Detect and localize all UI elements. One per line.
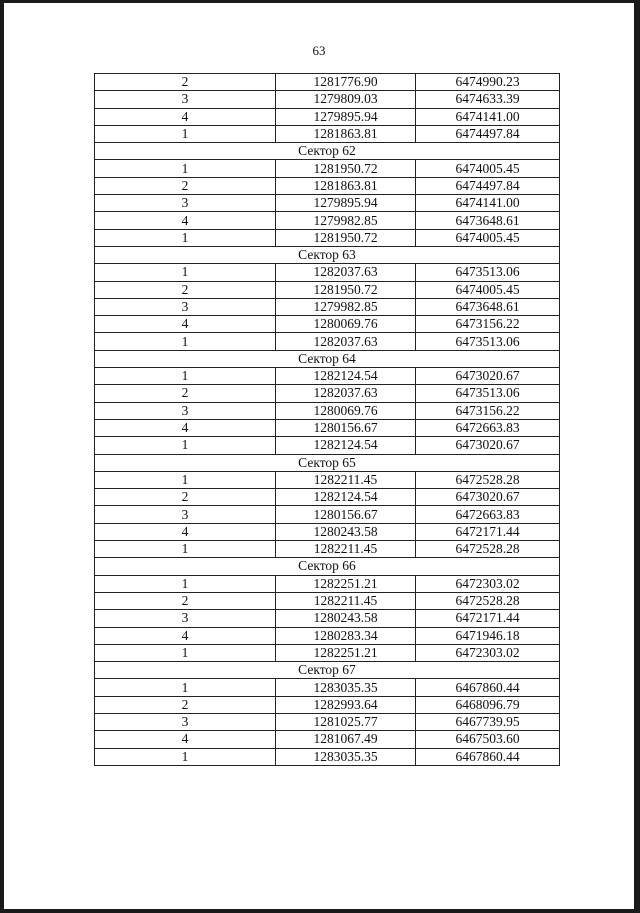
y-coordinate-cell: 6473648.61 <box>416 298 560 315</box>
point-number-cell: 4 <box>95 108 276 125</box>
y-coordinate-cell: 6474005.45 <box>416 229 560 246</box>
x-coordinate-cell: 1279809.03 <box>276 91 416 108</box>
y-coordinate-cell: 6474005.45 <box>416 281 560 298</box>
table-row <box>95 385 560 402</box>
sector-header-row <box>95 350 560 367</box>
x-coordinate-cell: 1281950.72 <box>276 229 416 246</box>
point-number-cell: 1 <box>95 229 276 246</box>
x-coordinate-cell: 1280156.67 <box>276 419 416 436</box>
table-row <box>95 91 560 108</box>
table-row <box>95 575 560 592</box>
table-row <box>95 125 560 142</box>
point-number-cell: 4 <box>95 419 276 436</box>
page-number: 63 <box>312 43 326 58</box>
x-coordinate-cell: 1281863.81 <box>276 177 416 194</box>
table-row <box>95 506 560 523</box>
x-coordinate-cell: 1280243.58 <box>276 610 416 627</box>
sector-header-row <box>95 454 560 471</box>
table-row <box>95 644 560 661</box>
y-coordinate-cell: 6473648.61 <box>416 212 560 229</box>
y-coordinate-cell: 6472303.02 <box>416 575 560 592</box>
point-number-cell: 2 <box>95 592 276 609</box>
table-row <box>95 713 560 730</box>
y-coordinate-cell: 6472528.28 <box>416 541 560 558</box>
point-number-cell: 3 <box>95 91 276 108</box>
x-coordinate-cell: 1281025.77 <box>276 713 416 730</box>
point-number-cell: 1 <box>95 333 276 350</box>
point-number-cell: 1 <box>95 264 276 281</box>
sector-header-row <box>95 246 560 263</box>
point-number-cell: 2 <box>95 177 276 194</box>
x-coordinate-cell: 1282124.54 <box>276 437 416 454</box>
x-coordinate-cell: 1279895.94 <box>276 108 416 125</box>
x-coordinate-cell: 1282211.45 <box>276 592 416 609</box>
table-row <box>95 437 560 454</box>
point-number-cell: 3 <box>95 298 276 315</box>
x-coordinate-cell: 1280156.67 <box>276 506 416 523</box>
point-number-cell: 2 <box>95 281 276 298</box>
y-coordinate-cell: 6472171.44 <box>416 610 560 627</box>
point-number-cell: 1 <box>95 541 276 558</box>
table-row <box>95 471 560 488</box>
point-number-cell: 1 <box>95 471 276 488</box>
sector-label: Сектор 63 <box>95 246 560 263</box>
point-number-cell: 1 <box>95 575 276 592</box>
point-number-cell: 1 <box>95 125 276 142</box>
x-coordinate-cell: 1282124.54 <box>276 368 416 385</box>
y-coordinate-cell: 6472171.44 <box>416 523 560 540</box>
x-coordinate-cell: 1282124.54 <box>276 489 416 506</box>
x-coordinate-cell: 1282251.21 <box>276 575 416 592</box>
y-coordinate-cell: 6473513.06 <box>416 385 560 402</box>
point-number-cell: 2 <box>95 489 276 506</box>
x-coordinate-cell: 1280283.34 <box>276 627 416 644</box>
y-coordinate-cell: 6473513.06 <box>416 264 560 281</box>
point-number-cell: 1 <box>95 437 276 454</box>
y-coordinate-cell: 6474633.39 <box>416 91 560 108</box>
y-coordinate-cell: 6467503.60 <box>416 731 560 748</box>
table-row <box>95 177 560 194</box>
table-row <box>95 696 560 713</box>
point-number-cell: 3 <box>95 506 276 523</box>
x-coordinate-cell: 1282037.63 <box>276 385 416 402</box>
table-row <box>95 160 560 177</box>
y-coordinate-cell: 6472528.28 <box>416 471 560 488</box>
sector-header-row <box>95 662 560 679</box>
x-coordinate-cell: 1282037.63 <box>276 264 416 281</box>
point-number-cell: 2 <box>95 696 276 713</box>
point-number-cell: 2 <box>95 74 276 91</box>
y-coordinate-cell: 6473020.67 <box>416 437 560 454</box>
document-page <box>4 3 634 909</box>
table-row <box>95 212 560 229</box>
x-coordinate-cell: 1280243.58 <box>276 523 416 540</box>
point-number-cell: 1 <box>95 644 276 661</box>
sector-label: Сектор 65 <box>95 454 560 471</box>
sector-header-row <box>95 143 560 160</box>
table-row <box>95 592 560 609</box>
point-number-cell: 1 <box>95 160 276 177</box>
y-coordinate-cell: 6473156.22 <box>416 402 560 419</box>
y-coordinate-cell: 6473156.22 <box>416 316 560 333</box>
x-coordinate-cell: 1279982.85 <box>276 298 416 315</box>
x-coordinate-cell: 1281950.72 <box>276 160 416 177</box>
y-coordinate-cell: 6473020.67 <box>416 489 560 506</box>
table-row <box>95 229 560 246</box>
y-coordinate-cell: 6472663.83 <box>416 506 560 523</box>
table-row <box>95 108 560 125</box>
point-number-cell: 1 <box>95 679 276 696</box>
table-row <box>95 489 560 506</box>
table-row <box>95 627 560 644</box>
point-number-cell: 3 <box>95 195 276 212</box>
sector-label: Сектор 62 <box>95 143 560 160</box>
point-number-cell: 1 <box>95 748 276 765</box>
x-coordinate-cell: 1283035.35 <box>276 679 416 696</box>
y-coordinate-cell: 6467860.44 <box>416 679 560 696</box>
table-row <box>95 74 560 91</box>
coordinates-table-body <box>95 74 560 766</box>
y-coordinate-cell: 6472663.83 <box>416 419 560 436</box>
sector-label: Сектор 64 <box>95 350 560 367</box>
y-coordinate-cell: 6467739.95 <box>416 713 560 730</box>
point-number-cell: 3 <box>95 402 276 419</box>
table-row <box>95 748 560 765</box>
x-coordinate-cell: 1283035.35 <box>276 748 416 765</box>
table-row <box>95 731 560 748</box>
x-coordinate-cell: 1281776.90 <box>276 74 416 91</box>
table-row <box>95 541 560 558</box>
y-coordinate-cell: 6467860.44 <box>416 748 560 765</box>
x-coordinate-cell: 1281863.81 <box>276 125 416 142</box>
point-number-cell: 4 <box>95 316 276 333</box>
x-coordinate-cell: 1282211.45 <box>276 471 416 488</box>
x-coordinate-cell: 1280069.76 <box>276 402 416 419</box>
y-coordinate-cell: 6474990.23 <box>416 74 560 91</box>
y-coordinate-cell: 6474141.00 <box>416 195 560 212</box>
table-row <box>95 298 560 315</box>
point-number-cell: 4 <box>95 523 276 540</box>
x-coordinate-cell: 1282251.21 <box>276 644 416 661</box>
coordinates-table <box>94 73 560 766</box>
x-coordinate-cell: 1279982.85 <box>276 212 416 229</box>
table-row <box>95 419 560 436</box>
table-row <box>95 264 560 281</box>
y-coordinate-cell: 6473020.67 <box>416 368 560 385</box>
table-row <box>95 333 560 350</box>
x-coordinate-cell: 1281067.49 <box>276 731 416 748</box>
point-number-cell: 3 <box>95 610 276 627</box>
y-coordinate-cell: 6473513.06 <box>416 333 560 350</box>
y-coordinate-cell: 6474005.45 <box>416 160 560 177</box>
table-row <box>95 195 560 212</box>
y-coordinate-cell: 6474497.84 <box>416 125 560 142</box>
y-coordinate-cell: 6472528.28 <box>416 592 560 609</box>
x-coordinate-cell: 1282993.64 <box>276 696 416 713</box>
point-number-cell: 4 <box>95 731 276 748</box>
table-row <box>95 402 560 419</box>
sector-label: Сектор 67 <box>95 662 560 679</box>
table-row <box>95 368 560 385</box>
x-coordinate-cell: 1279895.94 <box>276 195 416 212</box>
table-row <box>95 281 560 298</box>
y-coordinate-cell: 6474497.84 <box>416 177 560 194</box>
point-number-cell: 4 <box>95 627 276 644</box>
y-coordinate-cell: 6471946.18 <box>416 627 560 644</box>
x-coordinate-cell: 1282211.45 <box>276 541 416 558</box>
x-coordinate-cell: 1280069.76 <box>276 316 416 333</box>
y-coordinate-cell: 6472303.02 <box>416 644 560 661</box>
y-coordinate-cell: 6474141.00 <box>416 108 560 125</box>
point-number-cell: 4 <box>95 212 276 229</box>
point-number-cell: 1 <box>95 368 276 385</box>
point-number-cell: 2 <box>95 385 276 402</box>
x-coordinate-cell: 1282037.63 <box>276 333 416 350</box>
point-number-cell: 3 <box>95 713 276 730</box>
y-coordinate-cell: 6468096.79 <box>416 696 560 713</box>
table-row <box>95 523 560 540</box>
sector-label: Сектор 66 <box>95 558 560 575</box>
x-coordinate-cell: 1281950.72 <box>276 281 416 298</box>
table-row <box>95 316 560 333</box>
table-row <box>95 679 560 696</box>
sector-header-row <box>95 558 560 575</box>
table-row <box>95 610 560 627</box>
